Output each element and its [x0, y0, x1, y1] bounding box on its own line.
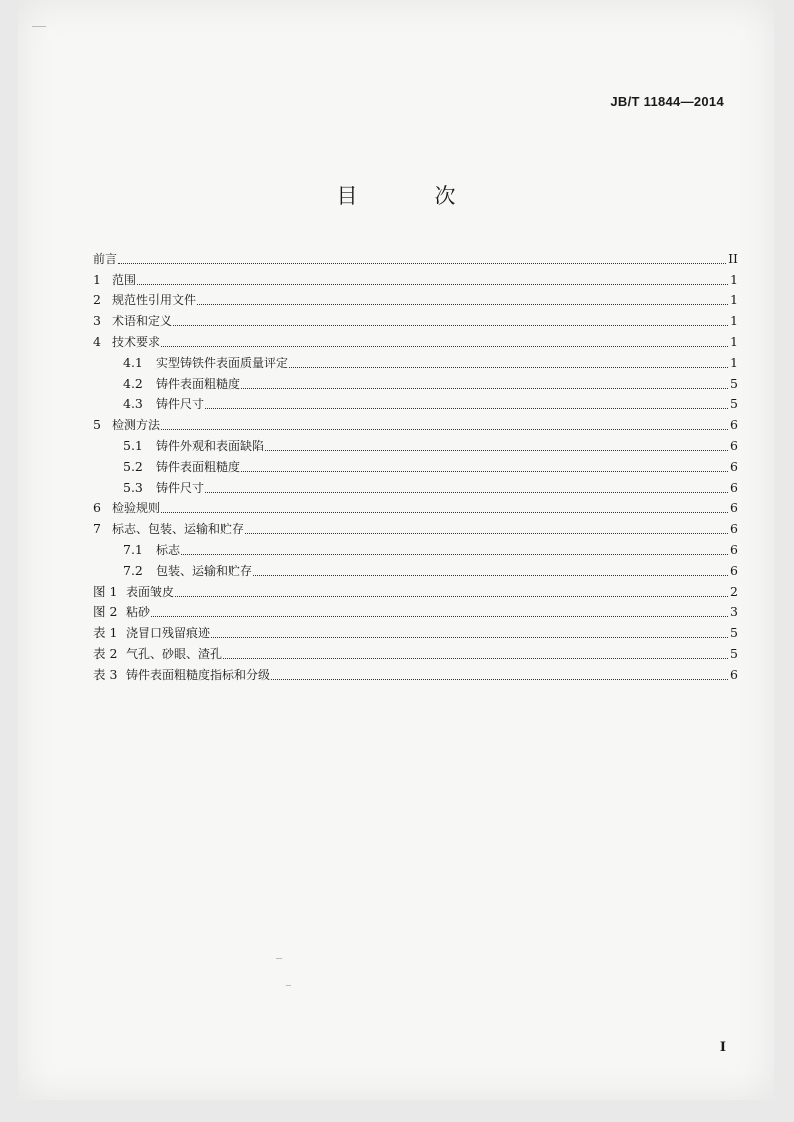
toc-entry[interactable]	[93, 516, 738, 537]
toc-entry-label: 铸件尺寸	[156, 480, 205, 495]
dot-leader	[161, 345, 728, 347]
toc-entry-label: 检验规则	[112, 501, 161, 516]
toc-entry[interactable]	[93, 308, 738, 329]
toc-entry[interactable]	[93, 371, 738, 392]
toc-entry-page: II	[728, 250, 738, 266]
toc-entry-label: 粘砂	[126, 605, 151, 620]
dot-leader	[271, 678, 728, 680]
toc-entry[interactable]	[93, 454, 738, 475]
toc-entry[interactable]	[93, 558, 738, 579]
toc-entry-page: 1	[730, 313, 738, 329]
toc-entry-number: 4.1	[123, 354, 143, 370]
toc-entry-page: 5	[730, 645, 738, 661]
toc-entry-page: 1	[730, 292, 738, 308]
toc-entry-number: 6	[93, 500, 101, 516]
toc-entry[interactable]	[93, 412, 738, 433]
toc-entry-label: 规范性引用文件	[112, 293, 197, 308]
dot-leader	[211, 636, 728, 638]
toc-entry[interactable]	[93, 433, 738, 454]
toc-entry-label: 标志、包装、运输和贮存	[112, 522, 245, 537]
toc-entry-number: 7.2	[123, 562, 143, 578]
toc-entry-page: 1	[730, 271, 738, 287]
toc-entry[interactable]	[93, 288, 738, 309]
toc-entry-page: 6	[730, 437, 738, 453]
toc-entry-number: 5.2	[123, 458, 143, 474]
dot-leader	[241, 470, 728, 472]
toc-entry-page: 5	[730, 396, 738, 412]
toc-entry[interactable]	[93, 496, 738, 517]
toc-entry-label: 标志	[156, 542, 181, 557]
toc-entry-page: 1	[730, 333, 738, 349]
toc-entry-label: 前言	[93, 251, 118, 266]
toc-entry-label: 包装、运输和贮存	[156, 563, 253, 578]
toc-entry-page: 6	[730, 479, 738, 495]
toc-entry-page: 6	[730, 458, 738, 474]
toc-entry[interactable]	[93, 537, 738, 558]
toc-entry-number: 5.1	[123, 437, 143, 453]
scan-speck	[32, 26, 46, 27]
toc-entry-number: 2	[93, 292, 101, 308]
toc-entry-label: 技术要求	[112, 334, 161, 349]
dot-leader	[205, 491, 728, 493]
toc-entry-label: 范围	[112, 272, 137, 287]
scan-speck	[276, 958, 282, 959]
toc-entry-label: 铸件外观和表面缺陷	[156, 438, 265, 453]
toc-entry-number: 3	[93, 313, 101, 329]
dot-leader	[118, 262, 726, 264]
toc-entry-page: 5	[730, 625, 738, 641]
toc-entry-number: 表 3	[93, 666, 118, 682]
toc-entry-page: 6	[730, 500, 738, 516]
toc-entry-page: 1	[730, 354, 738, 370]
dot-leader	[241, 387, 728, 389]
toc-entry-page: 6	[730, 541, 738, 557]
toc-entry-number: 表 2	[93, 645, 118, 661]
toc-entry-page: 3	[730, 604, 738, 620]
toc-entry-number: 4.2	[123, 375, 143, 391]
dot-leader	[137, 283, 728, 285]
dot-leader	[245, 532, 728, 534]
dot-leader	[161, 428, 728, 430]
toc-entry-number: 7.1	[123, 541, 143, 557]
toc-entry-label: 铸件表面粗糙度	[156, 376, 241, 391]
toc-entry-label: 实型铸铁件表面质量评定	[156, 355, 289, 370]
toc-entry-label: 术语和定义	[112, 314, 173, 329]
toc-entry-number: 7	[93, 521, 101, 537]
dot-leader	[205, 407, 728, 409]
dot-leader	[181, 553, 728, 555]
toc-entry[interactable]	[93, 579, 738, 600]
dot-leader	[161, 511, 728, 513]
dot-leader	[197, 303, 728, 305]
toc-entry[interactable]	[93, 600, 738, 621]
toc-entry[interactable]	[93, 246, 738, 267]
toc-entry-number: 4	[93, 333, 101, 349]
toc-entry-label: 铸件表面粗糙度指标和分级	[126, 667, 271, 682]
document-page	[18, 0, 774, 1100]
toc-entry[interactable]	[93, 350, 738, 371]
toc-entry-page: 6	[730, 666, 738, 682]
toc-entry[interactable]	[93, 620, 738, 641]
table-of-contents	[93, 246, 738, 683]
standard-code: JB/T 11844—2014	[610, 94, 724, 109]
page-number: I	[719, 1040, 726, 1055]
toc-entry-number: 图 1	[93, 583, 118, 599]
toc-entry-number: 1	[93, 271, 101, 287]
toc-entry-page: 2	[730, 583, 738, 599]
toc-entry[interactable]	[93, 475, 738, 496]
toc-entry-number: 5	[93, 417, 101, 433]
toc-entry-number: 表 1	[93, 625, 118, 641]
toc-entry-label: 铸件表面粗糙度	[156, 459, 241, 474]
toc-entry-page: 6	[730, 521, 738, 537]
toc-entry-page: 5	[730, 375, 738, 391]
dot-leader	[265, 449, 728, 451]
dot-leader	[175, 595, 728, 597]
page-title: 目 次	[336, 184, 484, 208]
toc-entry-label: 气孔、砂眼、渣孔	[126, 646, 223, 661]
dot-leader	[151, 615, 728, 617]
toc-entry[interactable]	[93, 641, 738, 662]
toc-entry-page: 6	[730, 417, 738, 433]
toc-entry[interactable]	[93, 662, 738, 683]
toc-entry[interactable]	[93, 392, 738, 413]
toc-entry-number: 5.3	[123, 479, 143, 495]
toc-entry-label: 表面皱皮	[126, 584, 175, 599]
toc-entry[interactable]	[93, 267, 738, 288]
scan-speck	[286, 985, 291, 986]
dot-leader	[223, 657, 728, 659]
toc-entry-label: 浇冒口残留痕迹	[126, 626, 211, 641]
dot-leader	[253, 574, 728, 576]
toc-entry-number: 图 2	[93, 604, 118, 620]
dot-leader	[289, 366, 728, 368]
toc-entry-label: 铸件尺寸	[156, 397, 205, 412]
dot-leader	[173, 324, 728, 326]
toc-entry[interactable]	[93, 329, 738, 350]
toc-entry-label: 检测方法	[112, 418, 161, 433]
toc-entry-number: 4.3	[123, 396, 143, 412]
toc-entry-page: 6	[730, 562, 738, 578]
